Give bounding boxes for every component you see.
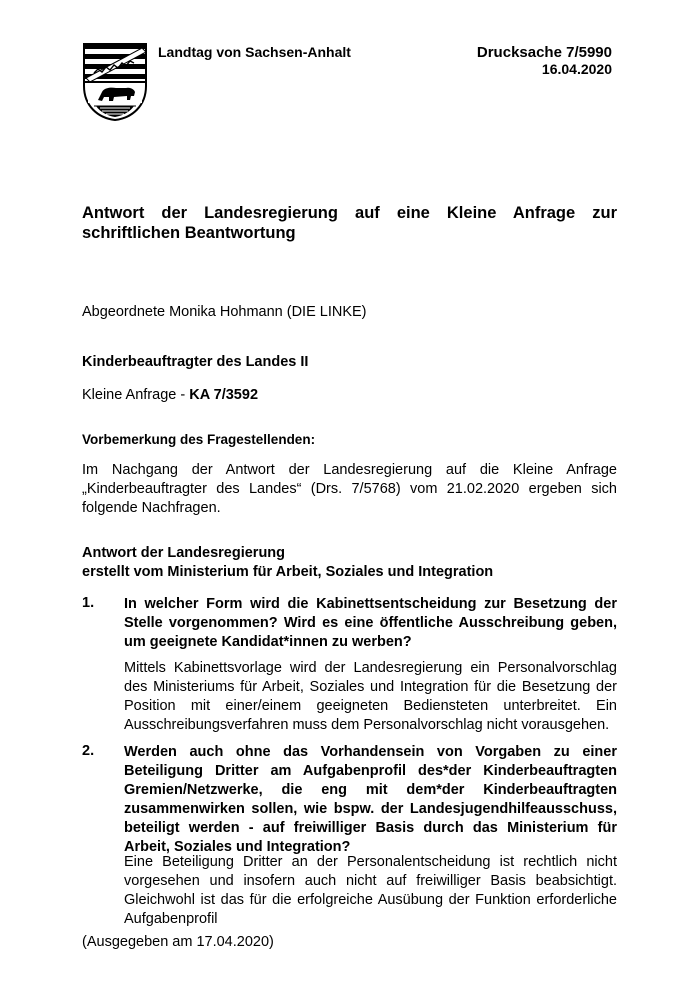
- inquiry-number: KA 7/3592: [189, 387, 259, 403]
- inquiry-line: [82, 386, 258, 405]
- parliament-name: Landtag von Sachsen-Anhalt: [158, 44, 351, 60]
- answer-block-title: Antwort der Landesregierung: [82, 545, 286, 561]
- member-line: Abgeordnete Monika Hohmann (DIE LINKE): [82, 304, 367, 320]
- coat-of-arms-logo: [82, 42, 148, 122]
- subject-heading: Kinderbeauftragter des Landes II: [82, 354, 309, 370]
- document-number: Drucksache 7/5990: [476, 44, 612, 61]
- question-text: In welcher Form wird die Kabinettsentscheidung zur Besetzung der Stelle vorgenommen? Wird es eine öffentliche Ausschreibung geben, um geeignete Kandidat*innen zu werben?: [124, 596, 617, 650]
- document-title: Antwort der Landesregierung auf eine Kleine Anfrage zur schriftlichen Beantwortung: [82, 204, 617, 242]
- answer-block-ministry: erstellt vom Ministerium für Arbeit, Soziales und Integration: [82, 564, 494, 580]
- inquiry-prefix: Kleine Anfrage -: [82, 387, 190, 403]
- preface-text: Im Nachgang der Antwort der Landesregierung auf die Kleine Anfrage „Kinderbeauftragter des Landes“ (Drs. 7/5768) vom 21.02.2020 ergeben sich folgende Nachfragen.: [82, 462, 617, 516]
- answer-text: Mittels Kabinettsvorlage wird der Landesregierung ein Personalvorschlag des Ministeriums für Arbeit, Soziales und Integration für die Besetzung der Position mit einer/einem geeigneten Bediensteten unterbreitet. Ein Ausschreibungsverfahren muss dem Personalvorschlag nicht vorausgehen.: [124, 660, 617, 733]
- preface-heading: Vorbemerkung des Fragestellenden:: [82, 432, 316, 447]
- answer-block: [82, 544, 493, 582]
- publication-note: (Ausgegeben am 17.04.2020): [82, 934, 274, 950]
- document-date: 16.04.2020: [541, 61, 612, 77]
- question-number: 2.: [82, 743, 95, 759]
- answer-text: Eine Beteiligung Dritter an der Personalentscheidung ist rechtlich nicht vorgesehen und insofern auch nicht auf freiwilliger Basis beabsichtigt. Gleichwohl ist das für die erfolgreiche Ausübung der Funktion erforderliche Aufgabenprofil: [124, 854, 617, 927]
- question-text: Werden auch ohne das Vorhandensein von Vorgaben zu einer Beteiligung Dritter am Aufgabenprofil des*der Kinderbeauftragten Gremien/Netzwerke, die eng mit dem*der Kinderbeauftragten zusammenwirken sollen, wie bspw. der Landesjugendhilfeausschuss, beteiligt werden - auf freiwilliger Basis durch das Ministerium für Arbeit, Soziales und Integration?: [124, 744, 617, 855]
- document-reference: [460, 44, 612, 78]
- question-number: 1.: [82, 595, 95, 611]
